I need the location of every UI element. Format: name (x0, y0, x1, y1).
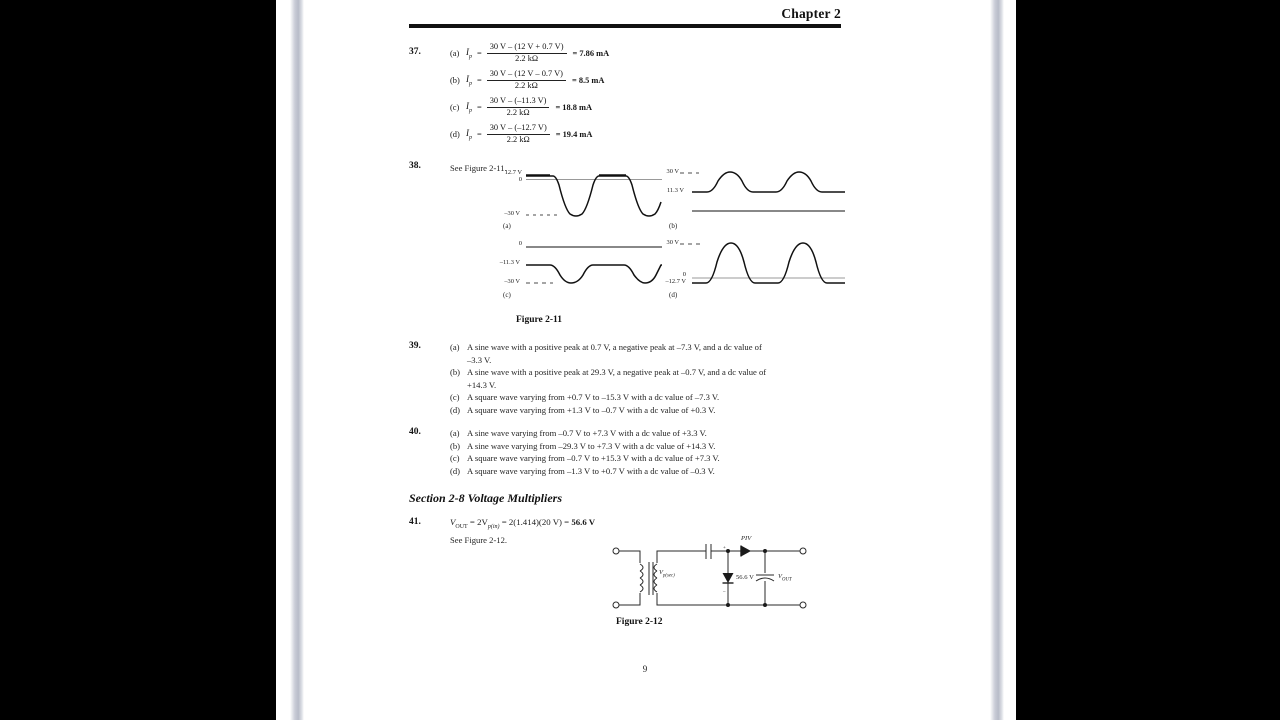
panel-b-label-11v: 11.3 V (666, 187, 684, 194)
problem-40-list (450, 427, 720, 477)
item-label: (c) (450, 453, 460, 464)
item-label: (a) (450, 342, 460, 352)
item-label: (d) (450, 465, 461, 476)
vpin-subscript: p(in) (487, 523, 500, 530)
list-item-continuation: +14.3 V. (467, 379, 497, 390)
equation-37a (450, 43, 609, 64)
panel-d-label-zero: 0 (682, 271, 686, 278)
item-text: A square wave varying from +1.3 V to –0.7 V with a dc value of +0.3 V. (467, 404, 716, 415)
list-item (450, 404, 766, 417)
figure-2-11-caption: Figure 2-11 (516, 315, 563, 325)
problem-39-list (450, 341, 766, 417)
piv-label: PIV (741, 535, 752, 542)
equation-37d-result: = 19.4 mA (555, 129, 593, 139)
item-text: A square wave varying from –1.3 V to +0.7 V with a dc value of –0.3 V. (467, 465, 715, 476)
item-text: A sine wave varying from –29.3 V to +7.3 V with a dc value of +14.3 V. (467, 440, 716, 451)
series-diode (741, 546, 751, 557)
problem-number-40: 40. (409, 427, 421, 437)
equals-sign: = (477, 75, 482, 85)
numerator: 30 V – (–11.3 V) (489, 96, 547, 105)
equals-sign: = (477, 102, 482, 112)
polarity-plus: + (723, 546, 726, 551)
page-number: 9 (642, 664, 648, 674)
problem-number-38: 38. (409, 161, 421, 171)
node-dot (763, 603, 767, 607)
waveform-panel-b (680, 172, 845, 211)
item-text: A square wave varying from –0.7 V to +15.3 V with a dc value of +7.3 V. (467, 453, 720, 464)
list-item (450, 452, 720, 465)
figure-2-12-caption: Figure 2-12 (616, 617, 663, 627)
chapter-title: Chapter 2 (781, 6, 841, 21)
equation-37d-variable: $I_p$ (466, 127, 472, 141)
vout-label: $V_{OUT}$ (778, 573, 792, 583)
panel-id-a: (a) (503, 222, 511, 230)
header-rule (409, 24, 841, 28)
panel-c-label-neg11v: –11.3 V (499, 259, 520, 266)
item-text: A sine wave varying from –0.7 V to +7.3 V with a dc value of +3.3 V. (467, 428, 707, 438)
equation-41-tail: = 2(1.414)(20 V) = (499, 517, 572, 527)
equation-37b-fraction (487, 70, 566, 91)
waveform-panel-d (680, 243, 845, 283)
vp-sec-label: $V_{p(sec)}$ (659, 569, 675, 579)
equation-37c-result: = 18.8 mA (555, 102, 593, 112)
equation-41-mid: = 2V (467, 517, 488, 527)
output-terminal-top (800, 548, 806, 554)
polarity-minus: – (723, 590, 726, 595)
page-edge-shadow-right (990, 0, 1004, 720)
item-label: (b) (450, 367, 461, 378)
list-item (450, 341, 766, 354)
input-terminal-top (613, 548, 619, 554)
numerator: 30 V – (–12.7 V) (489, 123, 547, 132)
list-item (450, 440, 720, 453)
panel-a-label-12v: 12.7 V (504, 169, 522, 176)
figure-2-12 (610, 535, 810, 615)
panel-id-c: (c) (503, 291, 511, 299)
page-edge-shadow-left (290, 0, 304, 720)
equation-37c-variable: $I_p$ (466, 100, 472, 114)
panel-id-b: (b) (669, 222, 678, 230)
panel-c-label-zero: 0 (518, 240, 522, 247)
node-dot (726, 549, 730, 553)
list-item (450, 366, 766, 379)
equation-37c-fraction (487, 97, 550, 118)
item-text: A sine wave with a positive peak at 0.7 V, a negative peak at –7.3 V, and a dc value of (467, 342, 762, 352)
panel-a-label-zero: 0 (518, 176, 522, 183)
problem-number-41: 41. (409, 517, 421, 527)
node-dot (726, 603, 730, 607)
equation-37b-label: (b) (450, 75, 460, 85)
node-dot (763, 549, 767, 553)
denominator: 2.2 kΩ (506, 107, 530, 117)
equation-37d-fraction (487, 124, 550, 145)
equation-37b (450, 70, 604, 91)
output-terminal-bottom (800, 602, 806, 608)
panel-b-label-30v: 30 V (666, 168, 679, 175)
item-label: (d) (450, 404, 461, 415)
item-text: A square wave varying from +0.7 V to –15.3 V with a dc value of –7.3 V. (467, 392, 720, 403)
panel-d-label-30v: 30 V (666, 239, 679, 246)
vout-symbol: V (450, 517, 456, 527)
equation-37a-fraction (487, 43, 567, 64)
waveform-panel-a (526, 175, 662, 216)
document-page (304, 0, 986, 720)
equation-37c-label: (c) (450, 102, 460, 112)
list-item (450, 465, 720, 478)
panel-id-d: (d) (669, 291, 678, 299)
equation-37c (450, 97, 592, 118)
problem-41-equation (450, 516, 595, 546)
problem-41-see-figure: See Figure 2-12. (450, 534, 508, 545)
item-label: (c) (450, 392, 460, 403)
equals-sign: = (477, 48, 482, 58)
shunt-diode (723, 573, 734, 583)
equation-41 (450, 516, 595, 534)
item-text: A sine wave with a positive peak at 29.3 V, a negative peak at –0.7 V, and a dc value of (467, 367, 767, 378)
vout-subscript: OUT (455, 523, 468, 530)
item-label: (a) (450, 428, 460, 438)
diode-voltage-label: 56.6 V (736, 574, 754, 581)
page-header (409, 6, 841, 28)
equation-37d (450, 124, 592, 145)
numerator: 30 V – (12 V – 0.7 V) (489, 69, 563, 78)
problem-38-text: See Figure 2-11. (450, 163, 507, 173)
equation-37d-label: (d) (450, 129, 460, 139)
list-item (450, 427, 720, 440)
numerator: 30 V – (12 V + 0.7 V) (489, 42, 564, 51)
equals-sign: = (477, 129, 482, 139)
equation-37a-result: = 7.86 mA (572, 48, 610, 58)
equation-37b-result: = 8.5 mA (571, 75, 605, 85)
input-terminal-bottom (613, 602, 619, 608)
section-heading: Section 2-8 Voltage Multipliers (409, 491, 563, 505)
item-label: (b) (450, 440, 461, 451)
problem-number-37: 37. (409, 47, 421, 57)
figure-2-11 (499, 165, 849, 305)
list-item-continuation: –3.3 V. (467, 354, 492, 365)
denominator: 2.2 kΩ (514, 80, 538, 90)
list-item (450, 391, 766, 404)
problem-number-39: 39. (409, 341, 421, 351)
panel-a-label-neg30v: –30 V (504, 210, 520, 217)
panel-c-label-neg30v: –30 V (504, 278, 520, 285)
denominator: 2.2 kΩ (506, 134, 530, 144)
equation-41-result: 56.6 V (571, 517, 596, 527)
equation-37b-variable: $I_p$ (466, 73, 472, 87)
panel-d-label-neg12v: –12.7 V (665, 278, 686, 285)
equation-37a-variable: $I_p$ (466, 46, 472, 60)
denominator: 2.2 kΩ (515, 53, 539, 63)
equation-37a-label: (a) (450, 48, 460, 58)
